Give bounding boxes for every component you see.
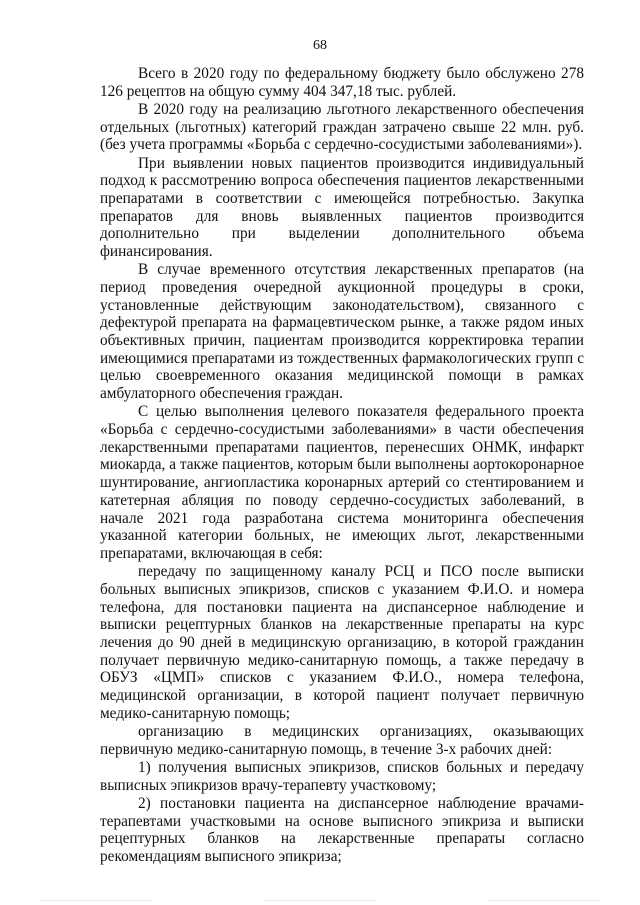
paragraph-monitoring-system: С целью выполнения целевого показателя федерального проекта «Борьба с сердечно-сосудистыми заболеваниями» в части обеспечения лекарственными препаратами пациентов, перенесших ОНМК, инфаркт миокарда, а также пациентов, которым были выполнены аортокоронарное шунтирование, ангиопластика коронарных артерий со стентированием и катетерная абляция по поводу сердечно-сосудистых заболеваний, в начале 2021 года разработана система мониторинга обеспечения указанной категории больных, не имеющих льгот, лекарственными препаратами, включающая в себя:: [100, 403, 584, 562]
paragraph-new-patients: При выявлении новых пациентов производится индивидуальный подход к рассмотрению вопроса обеспечения пациентов лекарственными препаратами в соответствии с имеющейся потребностью. Закупка препаратов для вновь выявленных пациентов производится дополнительно при выделении дополнительного объема финансирования.: [100, 154, 584, 261]
paragraph-budget-recipes: Всего в 2020 году по федеральному бюджету было обслужено 278 126 рецептов на общую сумму 404 347,18 тыс. рублей.: [100, 65, 584, 100]
paragraph-transfer-channel: передачу по защищенному каналу РСЦ и ПСО после выписки больных выписных эпикризов, списков с указанием Ф.И.О. и номера телефона, для постановки пациента на диспансерное наблюдение и выписки рецептурных бланков на лекарственные препараты на курс лечения до 90 дней в медицинскую организацию, в которой гражданин получает первичную медико-санитарную помощь, а также передачу в ОБУЗ «ЦМП» списков с указанием Ф.И.О., номера телефона, медицинской организации, в которой пациент получает первичную медико-санитарную помощь;: [100, 563, 584, 722]
document-body: [100, 65, 584, 866]
paragraph-temporary-absence: В случае временного отсутствия лекарственных препаратов (на период проведения очередной аукционной процедуры в сроки, установленные действующим законодательством), связанного с дефектурой препарата на фармацевтическом рынке, а также рядом иных объективных причин, пациентам производится корректировка терапии имеющимися препаратами из тождественных фармакологических групп с целью своевременного оказания медицинской помощи в рамках амбулаторного обеспечения граждан.: [100, 261, 584, 403]
scan-edge-divider: [40, 900, 600, 901]
paragraph-2020-spending: В 2020 году на реализацию льготного лекарственного обеспечения отдельных (льготных) категорий граждан затрачено свыше 22 млн. руб. (без учета программы «Борьба с сердечно-сосудистыми заболеваниями»).: [100, 100, 584, 154]
list-item-2: 2) постановки пациента на диспансерное наблюдение врачами-терапевтами участковыми на основе выписного эпикриза и выписки рецептурных бланков на лекарственные препараты согласно рекомендациям выписного эпикриза;: [100, 794, 584, 865]
page-number: 68: [313, 38, 327, 53]
list-item-1: 1) получения выписных эпикризов, списков больных и передачу выписных эпикризов врачу-терапевту участковому;: [100, 758, 584, 794]
paragraph-organization: организацию в медицинских организациях, оказывающих первичную медико-санитарную помощь, в течение 3-х рабочих дней:: [100, 723, 584, 758]
